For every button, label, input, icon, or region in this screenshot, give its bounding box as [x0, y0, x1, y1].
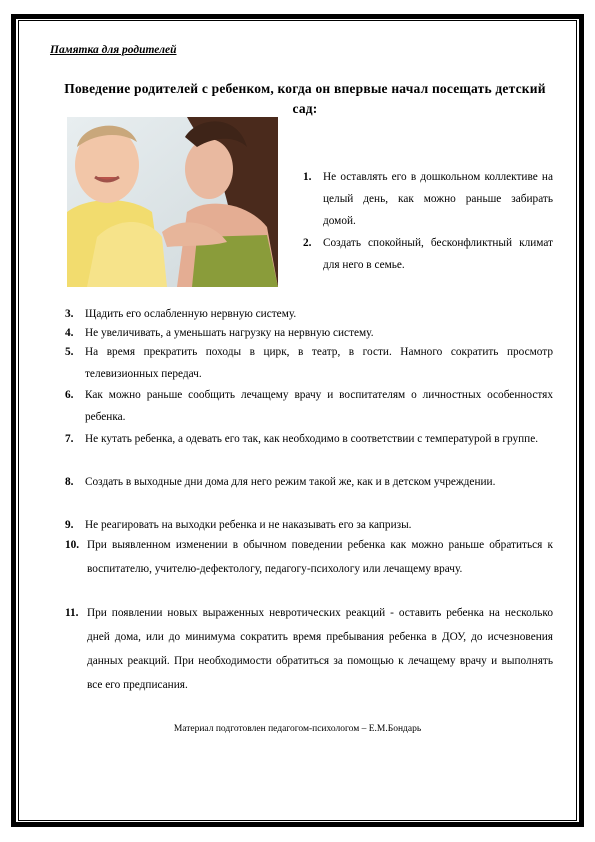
- item-number: 5.: [65, 346, 74, 358]
- list-item: [65, 471, 553, 493]
- item-text: При появлении новых выраженных невротических реакций - оставить ребенка на несколько дней дома, или до минимума сократить время пребывания ребенка в ДОУ, до исчезновения данных реакций. При необходимости обратиться за помощью к лечащему врачу и выполнять все его предписания.: [87, 607, 553, 691]
- item-text: Не оставлять его в дошкольном коллективе на целый день, как можно раньше забирать домой.: [323, 171, 553, 227]
- item-text: Создать в выходные дни дома для него режим такой же, как и в детском учреждении.: [85, 476, 496, 488]
- author-footer: Материал подготовлен педагогом-психологом – Е.М.Бондарь: [173, 724, 422, 734]
- item-text: Щадить его ослабленную нервную систему.: [85, 308, 297, 320]
- list-item: [65, 384, 553, 428]
- mother-child-photo: [67, 117, 278, 287]
- list-item: [303, 232, 553, 276]
- item-number: 2.: [303, 237, 312, 249]
- item-number: 6.: [65, 389, 74, 401]
- item-text: Не кутать ребенка, а одевать его так, как необходимо в соответствии с температурой в группе.: [85, 433, 539, 445]
- item-number: 7.: [65, 433, 74, 445]
- item-number: 4.: [65, 327, 74, 339]
- item-text: Создать спокойный, бесконфликтный климат для него в семье.: [323, 237, 553, 271]
- page-title: Поведение родителей с ребенком, когда он впервые начал посещать детский сад:: [64, 81, 546, 116]
- item-text: Не увеличивать, а уменьшать нагрузку на нервную систему.: [85, 327, 374, 339]
- list-item: [303, 166, 553, 232]
- item-number: 9.: [65, 519, 74, 531]
- item-number: 10.: [65, 539, 80, 551]
- list-item: [65, 601, 553, 697]
- list-item: [65, 341, 553, 385]
- item-text: При выявленном изменении в обычном поведении ребенка как можно раньше обратиться к воспитателю, учителю-дефектологу, педагогу-психологу или лечащему врачу.: [87, 539, 553, 575]
- item-text: На время прекратить походы в цирк, в театр, в гости. Намного сократить просмотр телевизионных передач.: [85, 346, 553, 380]
- item-number: 8.: [65, 476, 74, 488]
- list-item: [65, 533, 553, 581]
- item-number: 3.: [65, 308, 74, 320]
- item-text: Не реагировать на выходки ребенка и не наказывать его за капризы.: [85, 519, 412, 531]
- list-item: [65, 428, 553, 450]
- item-number: 11.: [65, 607, 79, 619]
- item-text: Как можно раньше сообщить лечащему врачу и воспитателям о личностных особенностях ребенка.: [85, 389, 553, 423]
- item-number: 1.: [303, 171, 312, 183]
- memo-heading: Памятка для родителей: [50, 44, 177, 56]
